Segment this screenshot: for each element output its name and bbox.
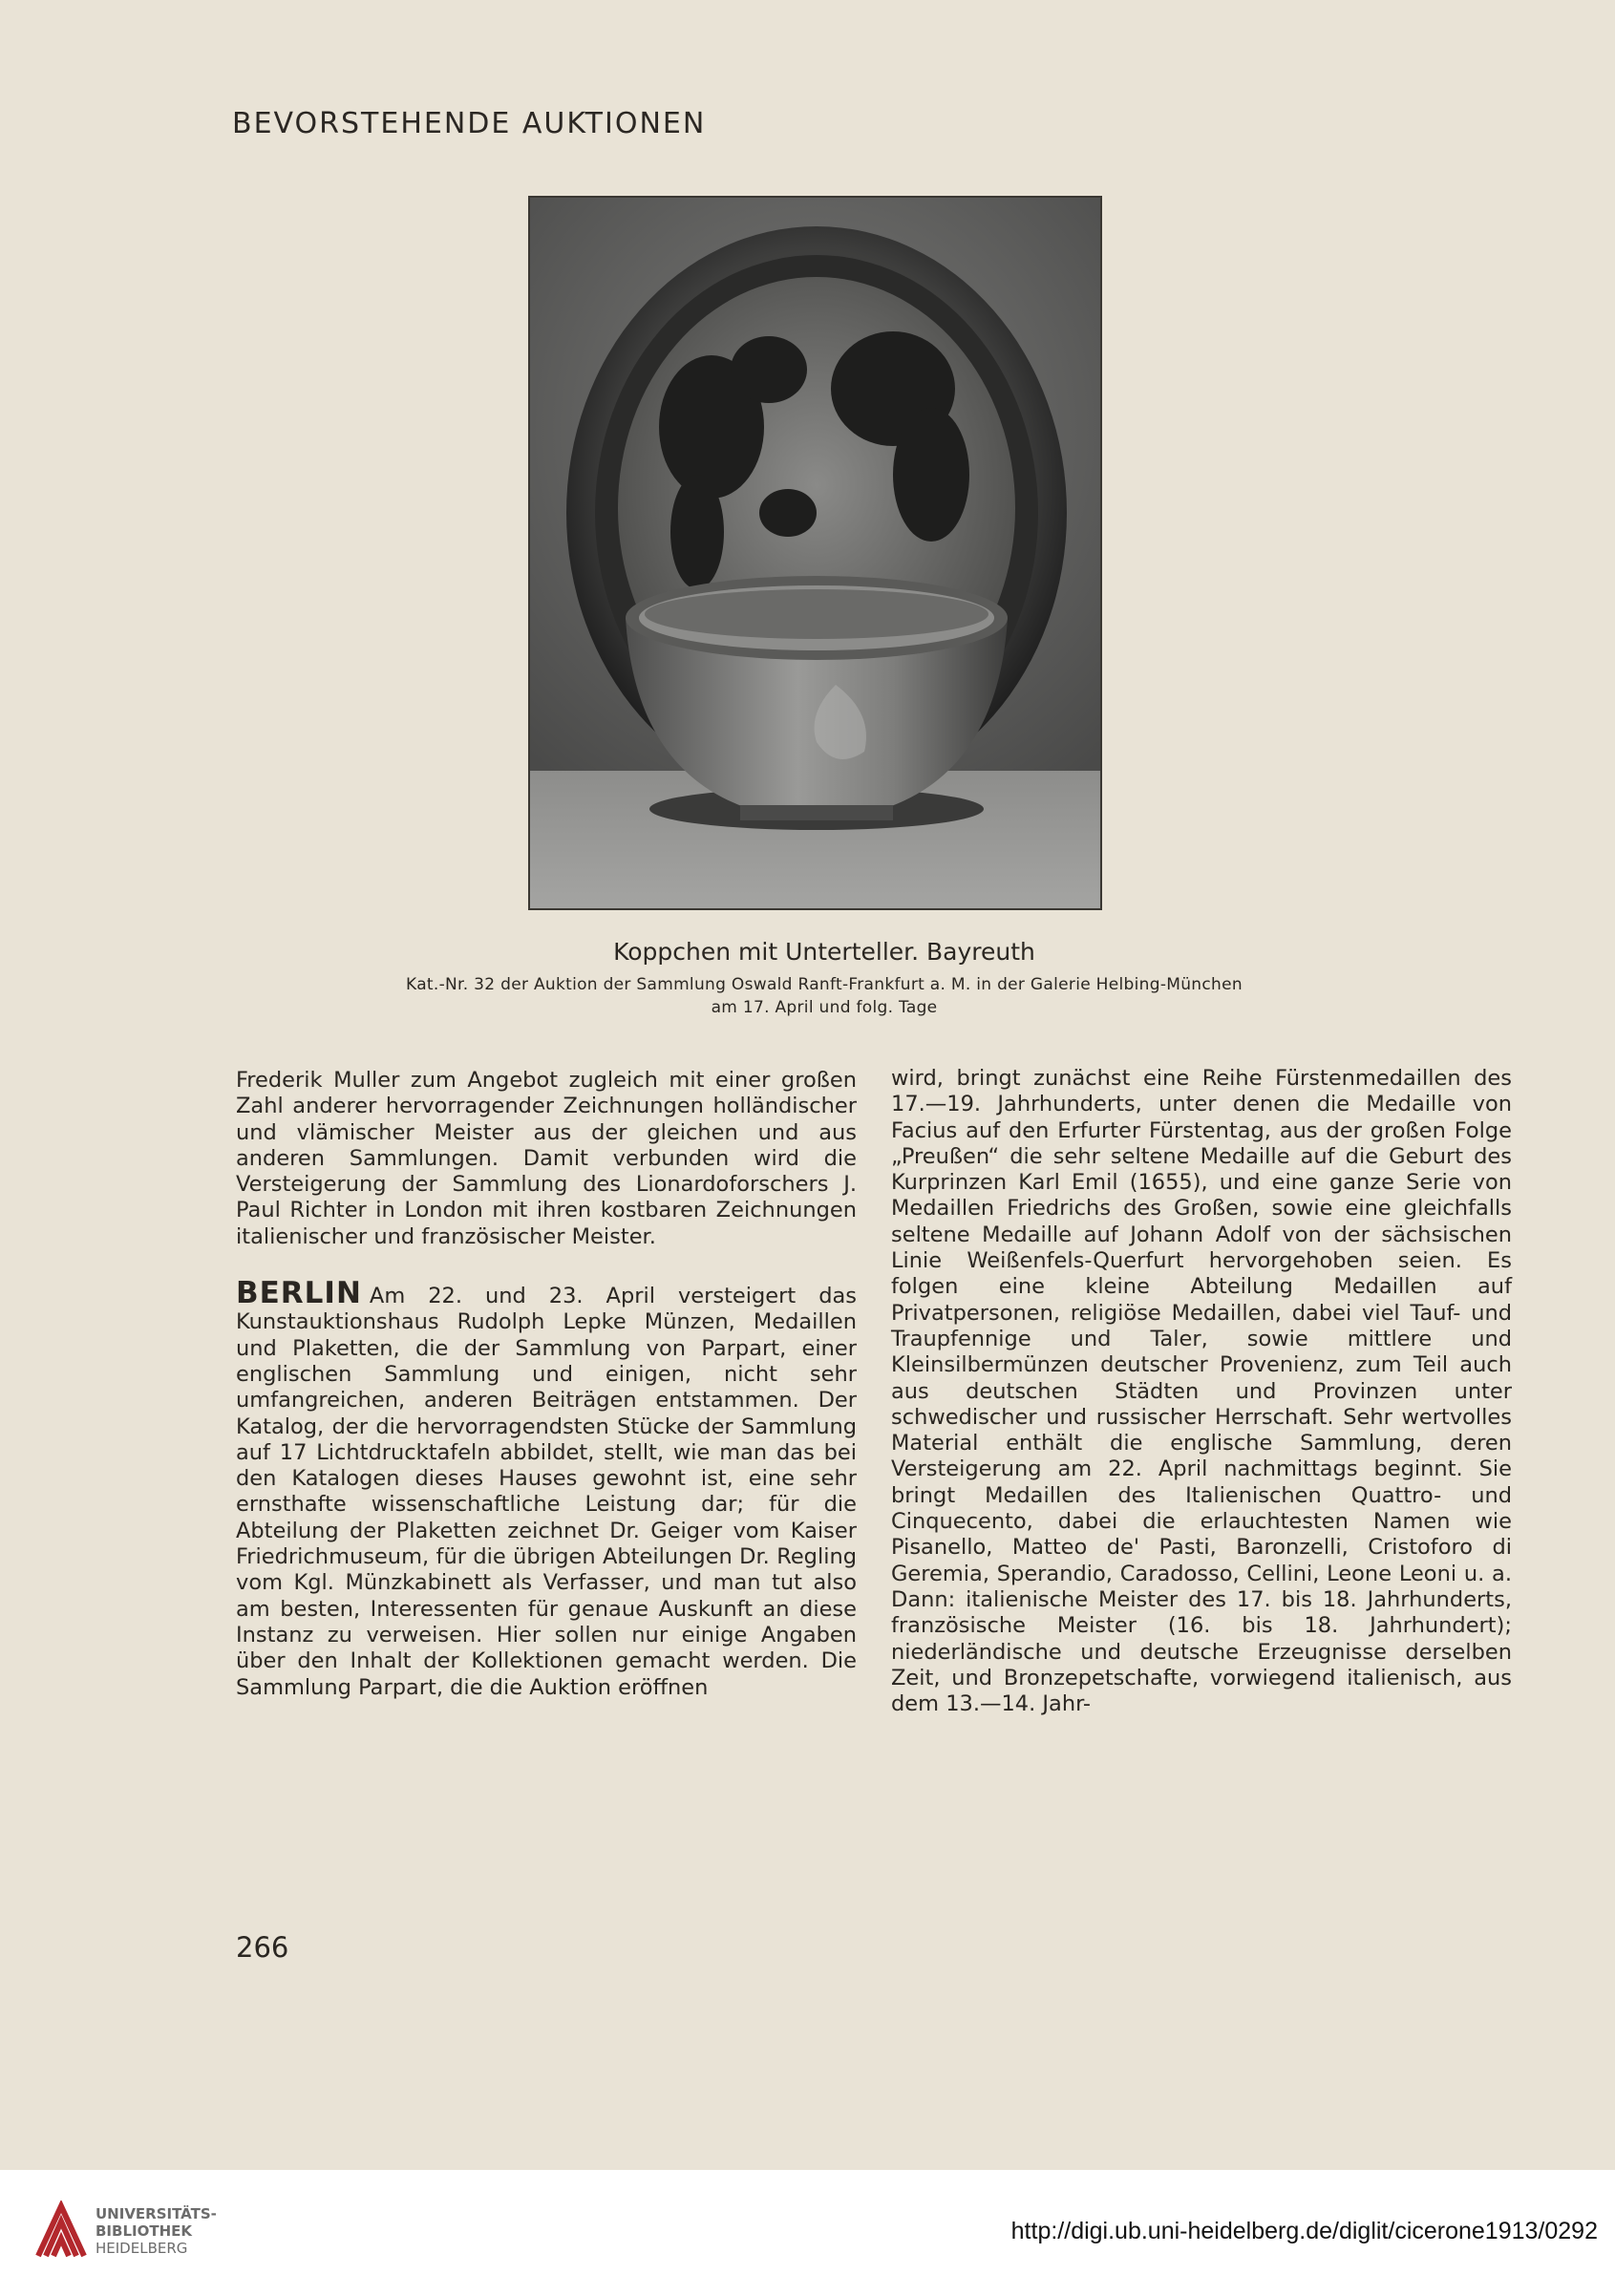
left-paragraph-1: Frederik Muller zum Angebot zugleich mit einer großen Zahl anderer hervorragender Zeichnungen holländischer und vlämischer Meister aus der gleichen und aus anderen Sammlungen. Damit verbunden wird die Versteigerung der Sammlung des Lionardoforschers J. Paul Richter in London mit ihren kostbaren Zeichnungen italienischer und französischer Meister. bbox=[236, 1068, 857, 1249]
left-paragraph-2 bbox=[236, 1276, 857, 1701]
figure-photo bbox=[528, 196, 1102, 910]
source-url-link[interactable]: http://digi.ub.uni-heidelberg.de/diglit/cicerone1913/0292 bbox=[1010, 2218, 1598, 2244]
figure-caption bbox=[232, 938, 1416, 1021]
caption-line-2: am 17. April und folg. Tage bbox=[711, 998, 938, 1017]
section-heading-berlin: BERLIN bbox=[236, 1276, 362, 1311]
library-logo-icon bbox=[32, 2200, 90, 2262]
caption-line-1: Kat.-Nr. 32 der Auktion der Sammlung Oswald Ranft-Frankfurt a. M. in der Galerie Helbing-München bbox=[406, 975, 1243, 994]
footer-bar bbox=[0, 2170, 1615, 2296]
left-column bbox=[236, 1068, 857, 1701]
berlin-paragraph-text: Am 22. und 23. April versteigert das Kunstauktionshaus Rudolph Lepke Münzen, Medaillen und Plaketten, die der Sammlung von Parpart, einer englischen Sammlung und einigen, nicht sehr umfangreichen, anderen Beiträgen entstammen. Der Katalog, der die hervorragendsten Stücke der Sammlung auf 17 Lichtdrucktafeln abbildet, stellt, wie man das bei den Katalogen dieses Hauses gewohnt ist, eine sehr ernsthafte wissenschaftliche Leistung dar; für die Abteilung der Plaketten zeichnet Dr. Geiger vom Kaiser Friedrichmuseum, für die übrigen Abteilungen Dr. Regling vom Kgl. Münzkabinett als Verfasser, und man tut also am besten, Interessenten für genaue Auskunft an diese Instanz zu verweisen. Hier sollen nur einige Angaben über den Inhalt der Kollektionen gemacht werden. Die Sammlung Parpart, die die Auktion eröffnen bbox=[236, 1284, 857, 1700]
cup-and-saucer-image bbox=[530, 198, 1100, 908]
library-name-line-1: UNIVERSITÄTS- bbox=[96, 2205, 217, 2222]
library-name-line-2: BIBLIOTHEK bbox=[96, 2222, 192, 2240]
page-header: BEVORSTEHENDE AUKTIONEN bbox=[232, 107, 707, 140]
logo-strokes bbox=[38, 2206, 84, 2256]
right-paragraph-1: wird, bringt zunächst eine Reihe Fürstenmedaillen des 17.—19. Jahrhunderts, unter denen die Medaille von Facius auf den Erfurter Fürstentag, aus der großen Folge „Preußen“ die sehr seltene Medaille auf die Geburt des Kurprinzen Karl Emil (1655), und eine ganze Serie von Medaillen Friedrichs des Großen, sowie eine gleichfalls seltene Medaille auf Johann Adolf von der sächsischen Linie Weißenfels-Querfurt hervorgehoben seien. Es folgen eine kleine Abteilung Medaillen auf Privatpersonen, religiöse Medaillen, dabei viel Tauf- und Traupfennige und Taler, sowie mittlere und Kleinsilbermünzen deutscher Provenienz, zum Teil auch aus deutschen Städten und Provinzen unter schwedischer und russischer Herrschaft. Sehr wertvolles Material enthält die englische Sammlung, deren Versteigerung am 22. April nachmittags beginnt. Sie bringt Medaillen des Italienischen Quattro- und Cinquecento, dabei die erlauchtesten Namen wie Pisanello, Matteo de' Pasti, Baronzelli, Cristoforo di Geremia, Sperandio, Caradosso, Cellini, Leone Leoni u. a. Dann: italienische Meister des 17. bis 18. Jahrhunderts, französische Meister (16. bis 18. Jahrhundert); niederländische und deutsche Erzeugnisse derselben Zeit, und Bronzepetschafte, vorwiegend italienisch, aus dem 13.—14. Jahr- bbox=[891, 1066, 1512, 1717]
library-name-line-3: HEIDELBERG bbox=[96, 2240, 188, 2257]
page-number: 266 bbox=[236, 1931, 289, 1964]
caption-title: Koppchen mit Unterteller. Bayreuth bbox=[613, 938, 1035, 966]
right-column bbox=[891, 1066, 1512, 1717]
library-name bbox=[96, 2205, 217, 2257]
